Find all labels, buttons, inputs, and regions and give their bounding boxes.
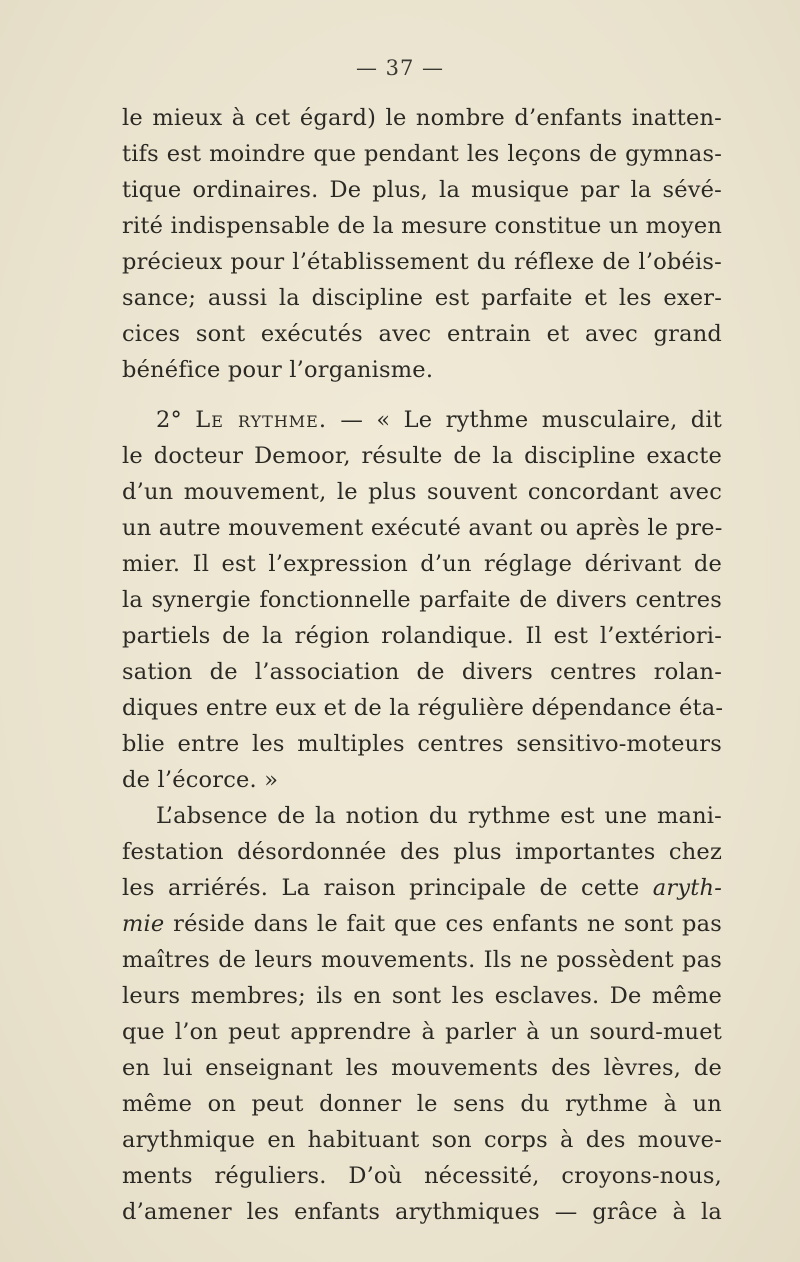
section-2 — [122, 402, 722, 798]
text-line — [122, 906, 722, 942]
paragraph-3 — [122, 798, 722, 1230]
text-line: en lui enseignant les mouvements des lèvres, de — [122, 1055, 722, 1081]
text-line: rité indispensable de la mesure constitue un moyen — [122, 213, 723, 239]
section-heading: Le rythme. — [195, 407, 327, 433]
section-number: 2° — [156, 407, 182, 433]
text-line: tifs est moindre que pendant les leçons de gymnas- — [122, 141, 722, 167]
text-line: mier. Il est l’expression d’un réglage dérivant de — [122, 551, 722, 577]
italic-term: aryth- — [652, 875, 722, 901]
text-line: maîtres de leurs mouvements. Ils ne possèdent pas — [122, 947, 722, 973]
text-line: festation désordonnée des plus importantes chez — [122, 839, 722, 865]
text-fragment: réside dans le fait que ces enfants ne sont pas — [164, 911, 722, 937]
text-line: ments réguliers. D’où nécessité, croyons-nous, — [122, 1163, 722, 1189]
text-line: même on peut donner le sens du rythme à un — [122, 1091, 722, 1117]
text-line: que l’on peut apprendre à parler à un sourd-muet — [122, 1019, 722, 1045]
text-line: le docteur Demoor, résulte de la discipline exacte — [122, 443, 722, 469]
text-block — [122, 100, 722, 1230]
text-line — [122, 870, 722, 906]
text-line: L’absence de la notion du rythme est une mani- — [156, 803, 722, 829]
text-fragment: — « Le rythme musculaire, dit — [340, 407, 723, 433]
text-line: de l’écorce. » — [122, 767, 279, 793]
text-line: d’amener les enfants arythmiques — grâce à la — [122, 1199, 722, 1225]
section-heading-line — [122, 402, 722, 438]
text-line: sance; aussi la discipline est parfaite et les exer- — [122, 285, 722, 311]
text-line: blie entre les multiples centres sensitivo-moteurs — [122, 731, 722, 757]
text-line: tique ordinaires. De plus, la musique par la sévé- — [122, 177, 722, 203]
text-line: bénéfice pour l’organisme. — [122, 357, 434, 383]
text-line: un autre mouvement exécuté avant ou après le pre- — [122, 515, 723, 541]
text-line: sation de l’association de divers centres rolan- — [122, 659, 722, 685]
paragraph-1 — [122, 100, 722, 388]
text-fragment: les arriérés. La raison principale de cette — [122, 875, 653, 901]
text-line: d’un mouvement, le plus souvent concordant avec — [122, 479, 722, 505]
text-line: précieux pour l’établissement du réflexe de l’obéis- — [122, 249, 722, 275]
text-line: arythmique en habituant son corps à des mouve- — [122, 1127, 722, 1153]
page-number: — 37 — — [355, 56, 445, 80]
text-line: partiels de la région rolandique. Il est l’extériori- — [122, 623, 722, 649]
italic-term: mie — [122, 911, 165, 937]
text-line: la synergie fonctionnelle parfaite de divers centres — [122, 587, 722, 613]
text-line: le mieux à cet égard) le nombre d’enfants inatten- — [122, 105, 722, 131]
text-line: diques entre eux et de la régulière dépendance éta- — [122, 695, 724, 721]
text-line: cices sont exécutés avec entrain et avec grand — [122, 321, 722, 347]
text-line: leurs membres; ils en sont les esclaves. De même — [122, 983, 722, 1009]
paragraph-gap — [122, 388, 722, 402]
